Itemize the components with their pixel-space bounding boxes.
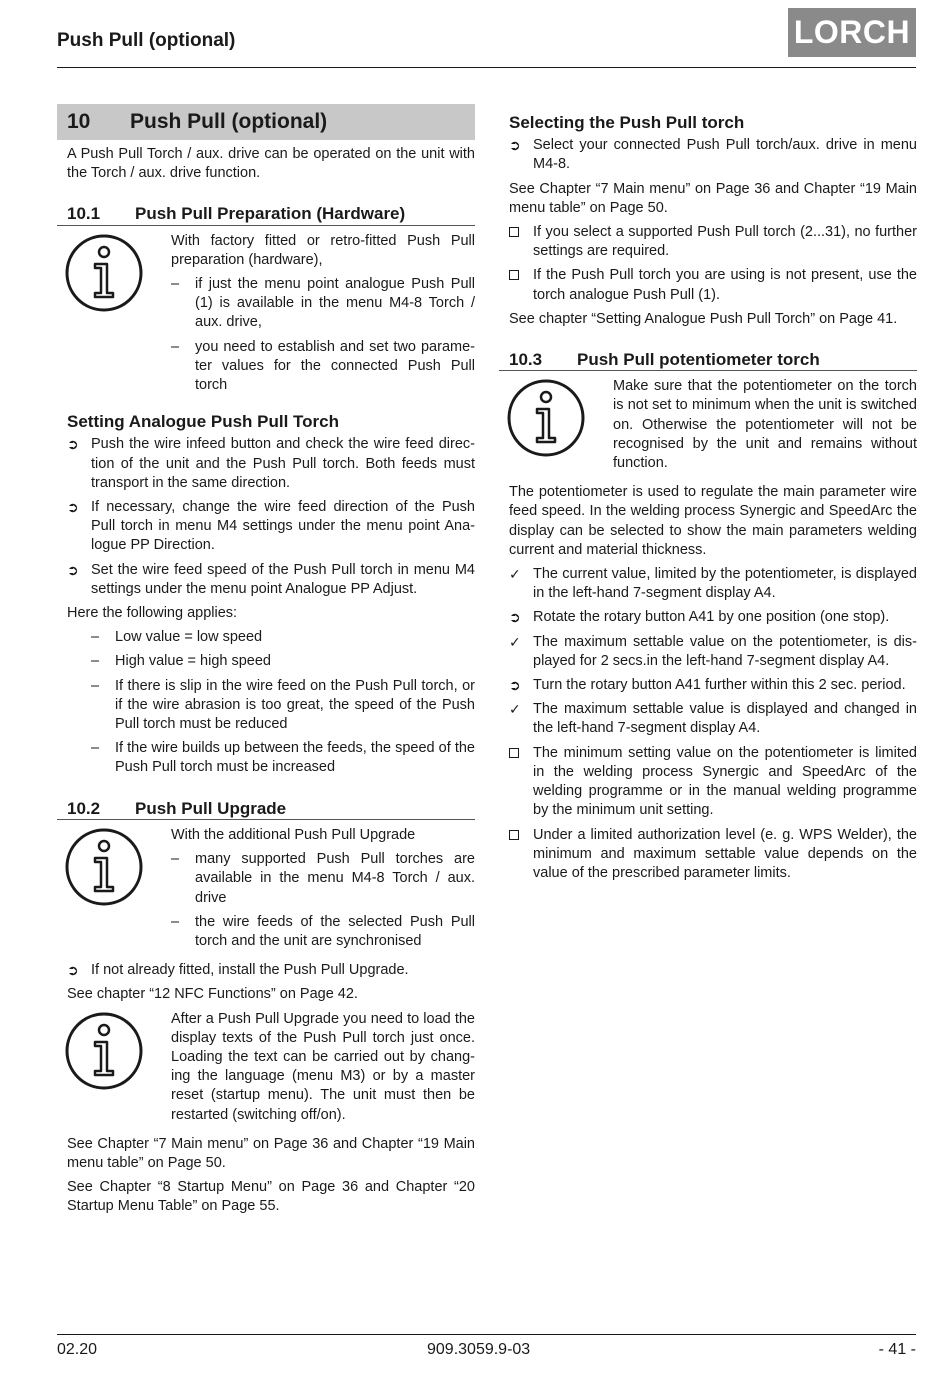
action-item [67, 561, 475, 599]
dash-marker: – [171, 338, 180, 355]
checkbox-square-icon [509, 266, 533, 304]
info-note [57, 1010, 475, 1130]
chapter-number: 10 [67, 110, 91, 134]
box-item [509, 266, 917, 304]
box-text: If you select a supported Push Pull torch (2...31), no further settings are required. [533, 224, 917, 260]
dash-marker: – [171, 913, 180, 930]
action-text: Select your connected Push Pull torch/aux. drive in menu M4-8. [533, 137, 917, 173]
dash-marker: – [171, 851, 180, 868]
arrow-icon: ➲ [67, 499, 79, 516]
result-text: The current value, limited by the potentiometer, is displayed in the left-hand 7-segment display A4. [533, 566, 917, 602]
check-icon: ✓ [509, 566, 521, 583]
footer-doc-number: 909.3059.9-03 [427, 1341, 531, 1358]
cross-reference: See chapter “Setting Analogue Push Pull Torch” on Page 41. [509, 310, 898, 327]
applies-text: Here the following applies: [67, 605, 238, 622]
dash-text: the wire feeds of the selected Push Pull torch and the unit are synchronised [195, 913, 475, 949]
section-number: 10.3 [509, 350, 543, 370]
dash-marker: – [91, 677, 100, 694]
dash-marker: – [171, 276, 180, 293]
action-item [509, 136, 917, 174]
info-text: With factory fitted or retro-fitted Push Pull preparation (hardware), [171, 232, 475, 268]
action-item [67, 435, 475, 493]
cross-reference: See Chapter “7 Main menu” on Page 36 and Chapter “19 Main menu table” on Page 50. [509, 180, 917, 216]
dash-marker: – [91, 653, 100, 670]
page-header-title: Push Pull (optional) [57, 30, 236, 51]
dash-item [171, 850, 475, 908]
dash-item [91, 652, 475, 671]
lorch-logo: LORCH [788, 8, 916, 57]
dash-item [91, 628, 475, 647]
left-column [57, 104, 475, 1222]
section-title: Push Pull Upgrade [135, 798, 287, 818]
info-icon [57, 826, 171, 956]
info-icon [57, 232, 171, 401]
result-text: The maximum settable value is displayed and changed in the left-hand 7-segment display A4. [533, 701, 917, 737]
box-text: Under a limited authorization level (e. g. WPS Welder), the minimum and maximum settable value depends on the value of the prescribed parameter limits. [533, 826, 917, 881]
dash-text: many supported Push Pull torches are available in the menu M4-8 Torch / aux. drive [195, 851, 475, 906]
subsection-title: Selecting the Push Pull torch [509, 113, 745, 132]
section-number: 10.2 [67, 798, 101, 818]
section-number: 10.1 [67, 204, 101, 224]
intro-paragraph: A Push Pull Torch / aux. drive can be operated on the unit with the Torch / aux. drive function. [67, 146, 475, 182]
footer-date: 02.20 [57, 1341, 98, 1358]
check-icon: ✓ [509, 701, 521, 718]
info-text: With the additional Push Pull Upgrade [171, 826, 416, 843]
box-item [509, 744, 917, 821]
chapter-title: Push Pull (optional) [130, 110, 328, 134]
checkbox-square-icon [509, 223, 533, 261]
section-title: Push Pull Preparation (Hardware) [135, 204, 406, 224]
result-text: The maximum settable value on the potentiometer, is displayed for 2 secs.in the left-hand 7-segment display A4. [533, 633, 917, 669]
subsection-title: Setting Analogue Push Pull Torch [67, 412, 340, 432]
result-item [509, 700, 917, 738]
info-note [57, 232, 475, 401]
cross-reference: See Chapter “8 Startup Menu” on Page 36 and Chapter “20 Startup Menu Table” on Page 55. [67, 1179, 475, 1215]
section-heading-10-1 [57, 204, 475, 225]
arrow-icon: ➲ [67, 561, 79, 578]
dash-item [171, 275, 475, 333]
footer-page-number: - 41 - [878, 1341, 916, 1358]
chapter-heading [57, 104, 475, 140]
dash-text: High value = high speed [115, 653, 271, 670]
header-divider [57, 67, 916, 68]
dash-text: If there is slip in the wire feed on the Push Pull torch, or if the wire abrasion is too great, the speed of the Push Pull torch must be reduced [115, 677, 475, 733]
dash-text: Low value = low speed [115, 629, 263, 646]
footer-divider [57, 1334, 916, 1335]
dash-item [91, 677, 475, 735]
dash-item [171, 338, 475, 396]
info-note [499, 377, 917, 478]
dash-text: if just the menu point analogue Push Pull (1) is available in the menu M4-8 Torch / aux. drive, [195, 276, 475, 331]
action-text: If not already fitted, install the Push Pull Upgrade. [91, 962, 409, 979]
action-text: If necessary, change the wire feed direction of the Push Pull torch in menu M4 settings under the menu point Analogue PP Direction. [91, 499, 475, 554]
result-item [509, 565, 917, 603]
section-title: Push Pull potentiometer torch [577, 350, 820, 370]
cross-reference: See Chapter “7 Main menu” on Page 36 and Chapter “19 Main menu table” on Page 50. [67, 1135, 475, 1171]
box-item [509, 223, 917, 261]
info-text: After a Push Pull Upgrade you need to load the display texts of the Push Pull torch just once. Loading the text can be carried out by changing the language (menu M3) or by a master reset (startup menu). The unit must then be restarted (switching off/on). [171, 1010, 475, 1123]
action-item [67, 961, 475, 980]
action-text: Rotate the rotary button A41 by one position (one stop). [533, 609, 890, 626]
dash-item [171, 913, 475, 951]
arrow-icon: ➲ [67, 436, 79, 453]
arrow-icon: ➲ [509, 137, 521, 154]
check-icon: ✓ [509, 633, 521, 650]
body-paragraph: The potentiometer is used to regulate the main parameter wire feed speed. In the welding process Synergic and SpeedArc the display can be selected to show the main parameters welding current and material thickness. [509, 484, 917, 558]
info-icon [499, 377, 613, 478]
section-heading-10-3 [499, 350, 917, 371]
box-item [509, 826, 917, 884]
action-item [509, 676, 917, 695]
dash-item [91, 739, 475, 777]
checkbox-square-icon [509, 826, 533, 884]
action-text: Push the wire infeed button and check the wire feed direction of the unit and the Push Pull torch. Both feeds must transport in the same direction. [91, 436, 475, 491]
dash-text: you need to establish and set two parameter values for the connected Push Pull torch [195, 338, 475, 394]
box-text: The minimum setting value on the potentiometer is limited in the welding process Synergic and SpeedArc of the welding programme or in the manual welding programme by the minimum unit setting. [533, 744, 917, 819]
result-item [509, 633, 917, 671]
action-item [67, 498, 475, 556]
dash-marker: – [91, 629, 100, 646]
section-heading-10-2 [57, 799, 475, 820]
arrow-icon: ➲ [67, 962, 79, 979]
arrow-icon: ➲ [509, 677, 521, 694]
dash-text: If the wire builds up between the feeds, the speed of the Push Pull torch must be increased [115, 740, 475, 776]
info-note [57, 826, 475, 956]
cross-reference: See chapter “12 NFC Functions” on Page 42. [67, 986, 358, 1003]
info-text: Make sure that the potentiometer on the torch is not set to minimum when the unit is switched on. Otherwise the potentiometer will not be recognised by the unit and remains without function. [613, 378, 917, 472]
action-item [509, 608, 917, 627]
right-column [499, 104, 917, 888]
action-text: Turn the rotary button A41 further within this 2 sec. period. [533, 677, 906, 694]
checkbox-square-icon [509, 744, 533, 821]
box-text: If the Push Pull torch you are using is not present, use the torch analogue Push Pull (1). [533, 267, 917, 303]
action-text: Set the wire feed speed of the Push Pull torch in menu M4 settings under the menu point Analogue PP Adjust. [91, 561, 475, 597]
dash-marker: – [91, 740, 100, 757]
info-icon [57, 1010, 171, 1130]
arrow-icon: ➲ [509, 609, 521, 626]
